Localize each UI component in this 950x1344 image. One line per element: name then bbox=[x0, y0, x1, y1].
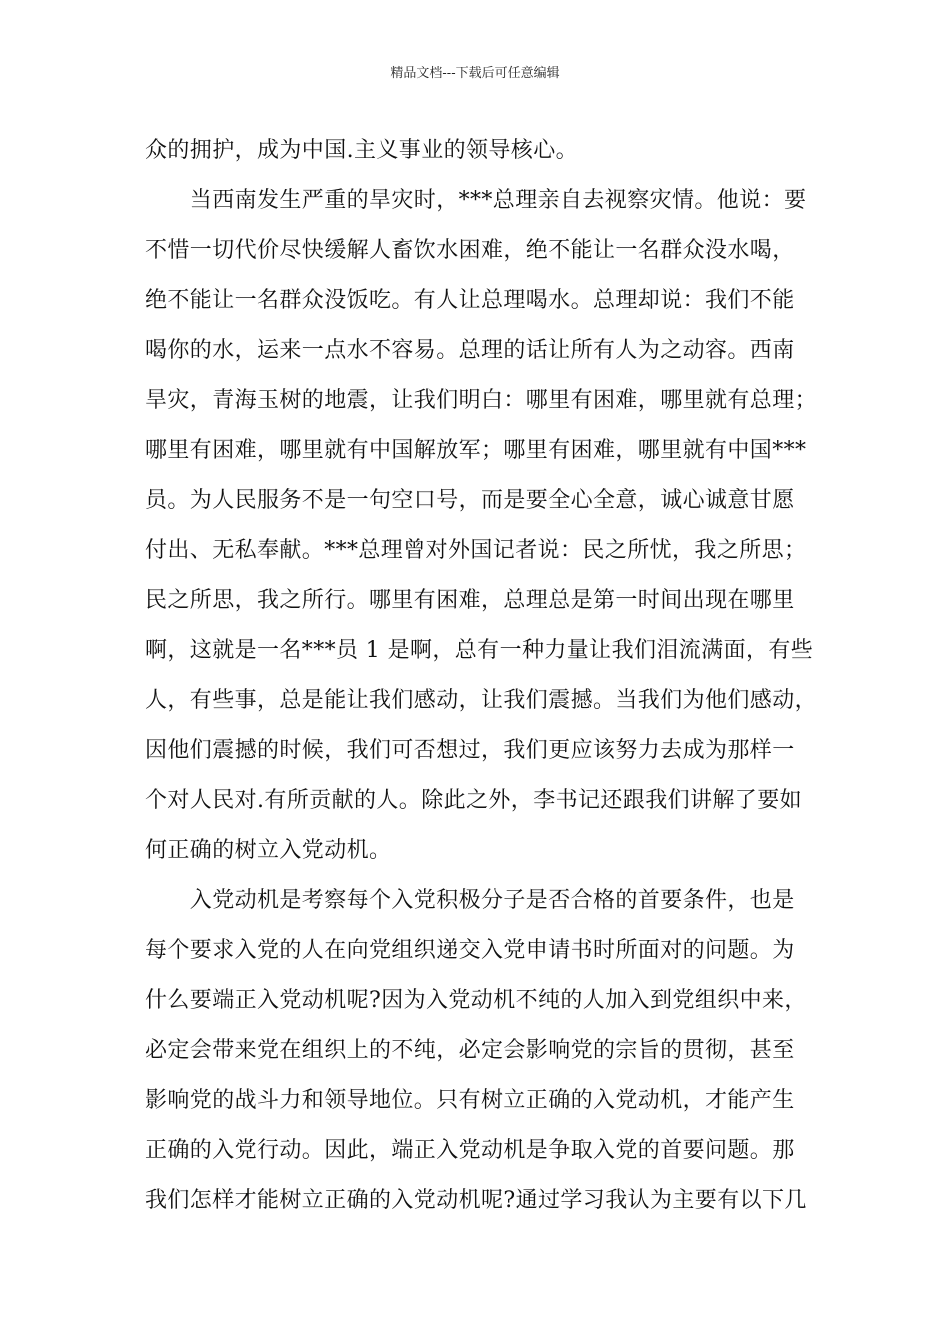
text-line: 因他们震撼的时候，我们可否想过，我们更应该努力去成为那样一 bbox=[145, 738, 795, 763]
text-line: 必定会带来党在组织上的不纯，必定会影响党的宗旨的贯彻，甚至 bbox=[145, 1038, 795, 1063]
text-line: 影响党的战斗力和领导地位。只有树立正确的入党动机，才能产生 bbox=[145, 1088, 795, 1113]
text-line: 个对人民对.有所贡献的人。除此之外，李书记还跟我们讲解了要如 bbox=[145, 788, 802, 813]
text-line: 不惜一切代价尽快缓解人畜饮水困难，绝不能让一名群众没水喝， bbox=[145, 238, 795, 263]
text-line: 众的拥护，成为中国.主义事业的领导核心。 bbox=[145, 138, 578, 163]
text-line: 何正确的树立入党动机。 bbox=[145, 838, 392, 863]
text-line: 我们怎样才能树立正确的入党动机呢?通过学习我认为主要有以下几 bbox=[145, 1188, 807, 1213]
text-line: 人，有些事，总是能让我们感动，让我们震撼。当我们为他们感动， bbox=[145, 688, 818, 713]
text-line: 付出、无私奉献。***总理曾对外国记者说：民之所忧，我之所思； bbox=[145, 538, 807, 563]
text-line: 每个要求入党的人在向党组织递交入党申请书时所面对的问题。为 bbox=[145, 938, 795, 963]
text-line: 员。为人民服务不是一句空口号，而是要全心全意，诚心诚意甘愿 bbox=[145, 488, 795, 513]
page-header: 精品文档---下载后可任意编辑 bbox=[390, 66, 560, 81]
text-line: 旱灾，青海玉树的地震，让我们明白：哪里有困难，哪里就有总理； bbox=[145, 388, 818, 413]
text-line: 哪里有困难，哪里就有中国解放军；哪里有困难，哪里就有中国*** bbox=[145, 438, 807, 463]
text-line: 喝你的水，运来一点水不容易。总理的话让所有人为之动容。西南 bbox=[145, 338, 795, 363]
text-line: 当西南发生严重的旱灾时，***总理亲自去视察灾情。他说：要 bbox=[145, 188, 807, 213]
text-line: 正确的入党行动。因此，端正入党动机是争取入党的首要问题。那 bbox=[145, 1138, 795, 1163]
text-line: 绝不能让一名群众没饭吃。有人让总理喝水。总理却说：我们不能 bbox=[145, 288, 795, 313]
text-line: 入党动机是考察每个入党积极分子是否合格的首要条件，也是 bbox=[145, 888, 795, 913]
text-line: 什么要端正入党动机呢?因为入党动机不纯的人加入到党组织中来， bbox=[145, 988, 807, 1013]
text-line: 民之所思，我之所行。哪里有困难，总理总是第一时间出现在哪里 bbox=[145, 588, 795, 613]
text-line: 啊，这就是一名***员 1 是啊，总有一种力量让我们泪流满面，有些 bbox=[145, 638, 814, 663]
